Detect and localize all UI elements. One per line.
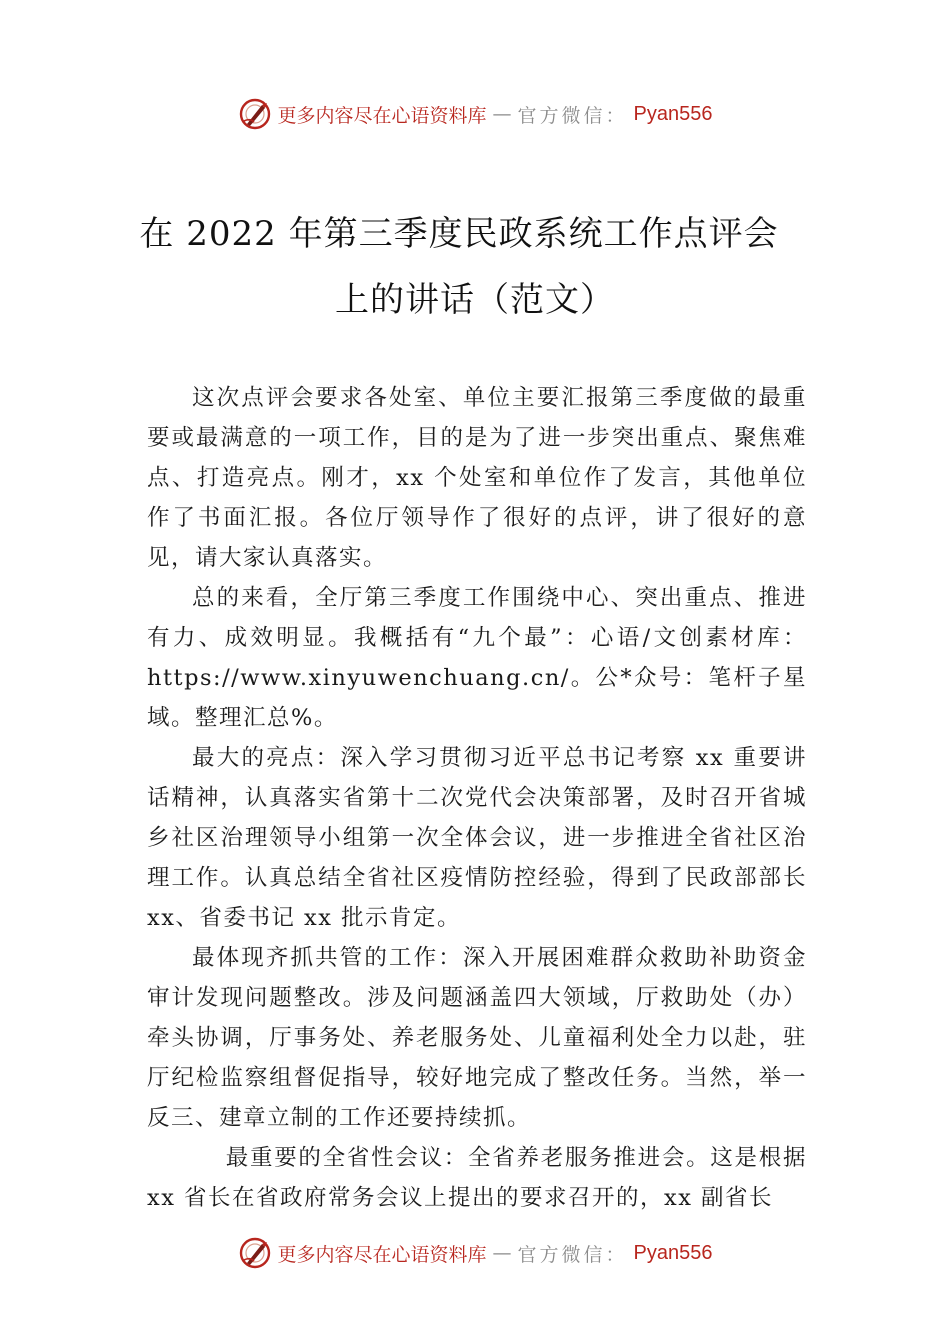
header-banner (0, 94, 950, 134)
library-brand-text: 更多内容尽在心语资料库 (277, 1243, 487, 1266)
banner-separator: — (492, 1242, 512, 1264)
paragraph-1: 这次点评会要求各处室、单位主要汇报第三季度做的最重要或最满意的一项工作，目的是为了进一步突出重点、聚焦难点、打造亮点。刚才，xx 个处室和单位作了发言，其他单位作了书面汇报。各位厅领导作了很好的点评，讲了很好的意见，请大家认真落实。 (147, 385, 807, 571)
banner-separator: — (492, 103, 512, 125)
wechat-id: Pyan556 (633, 102, 713, 125)
document-title-line-2: 上的讲话（范文） (335, 280, 615, 320)
paragraph-2: 总的来看，全厅第三季度工作围绕中心、突出重点、推进有力、成效明显。我概括有“九个最”：心语/文创素材库：https://www.xinyuwenchuang.cn/。公*众号：笔杆子星域。整理汇总%。 (147, 585, 807, 731)
paragraph-4: 最体现齐抓共管的工作：深入开展困难群众救助补助资金审计发现问题整改。涉及问题涵盖四大领域，厅救助处（办）牵头协调，厅事务处、养老服务处、儿童福利处全力以赴，驻厅纪检监察组督促指导，较好地完成了整改任务。当然，举一反三、建章立制的工作还要持续抓。 (147, 945, 807, 1131)
library-brand-text: 更多内容尽在心语资料库 (277, 104, 487, 127)
official-wechat-label: 官方微信： (517, 104, 628, 127)
wechat-id: Pyan556 (633, 1241, 713, 1264)
paragraph-3: 最大的亮点：深入学习贯彻习近平总书记考察 xx 重要讲话精神，认真落实省第十二次党代会决策部署，及时召开省城乡社区治理领导小组第一次全体会议，进一步推进全省社区治理工作。认真总结全省社区疫情防控经验，得到了民政部部长 xx、省委书记 xx 批示肯定。 (147, 745, 807, 931)
paragraph-5: 最重要的全省性会议：全省养老服务推进会。这是根据 xx 省长在省政府常务会议上提出的要求召开的，xx 副省长 (147, 1145, 807, 1211)
pen-logo-icon (238, 1236, 272, 1270)
document-title-line-1: 在 2022 年第三季度民政系统工作点评会 (139, 214, 779, 254)
official-wechat-label: 官方微信： (517, 1243, 628, 1266)
document-body (147, 378, 807, 1218)
pen-logo-icon (238, 97, 272, 131)
footer-banner (0, 1233, 950, 1273)
